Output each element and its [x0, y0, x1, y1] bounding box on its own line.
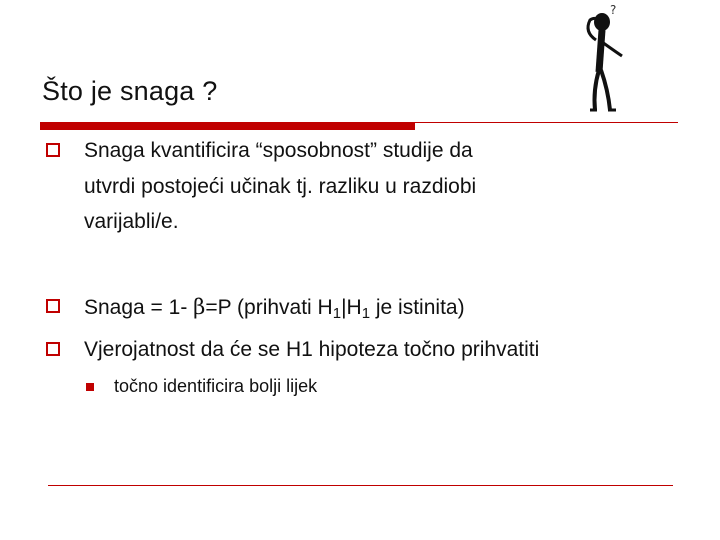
bullet-2-text [84, 292, 465, 329]
bullet-2-bar: |H [341, 296, 362, 319]
subbullet-1-marker [86, 383, 94, 391]
thinking-figure-illustration [566, 2, 638, 114]
bullet-1-line-2: utvrdi postojeći učinak tj. razliku u razdiobi [84, 175, 477, 198]
subbullet-1-text: točno identificira bolji lijek [114, 376, 318, 396]
bullet-1-marker [46, 143, 60, 157]
bullet-2-mid: =P (prihvati H [205, 296, 333, 319]
bullet-2-prefix: Snaga = 1- [84, 296, 194, 319]
bullet-3-text: Vjerojatnost da će se H1 hipoteza točno prihvatiti [84, 338, 540, 361]
slide-title: Što je snaga ? [42, 76, 218, 106]
bullet-2-marker [46, 299, 60, 313]
subscript-1: 1 [332, 305, 342, 322]
subscript-2: 1 [361, 305, 371, 322]
bullet-2-suffix: je istinita) [370, 296, 465, 319]
bullet-1-line-1: Snaga kvantificira “sposobnost” studije da [84, 139, 473, 162]
footer-divider [48, 485, 673, 486]
question-mark: ? [610, 3, 617, 17]
bullet-3-marker [46, 342, 60, 356]
title-divider-accent [40, 123, 415, 130]
bullet-1-line-3: varijabli/e. [84, 210, 179, 233]
beta-symbol: β [193, 295, 206, 319]
